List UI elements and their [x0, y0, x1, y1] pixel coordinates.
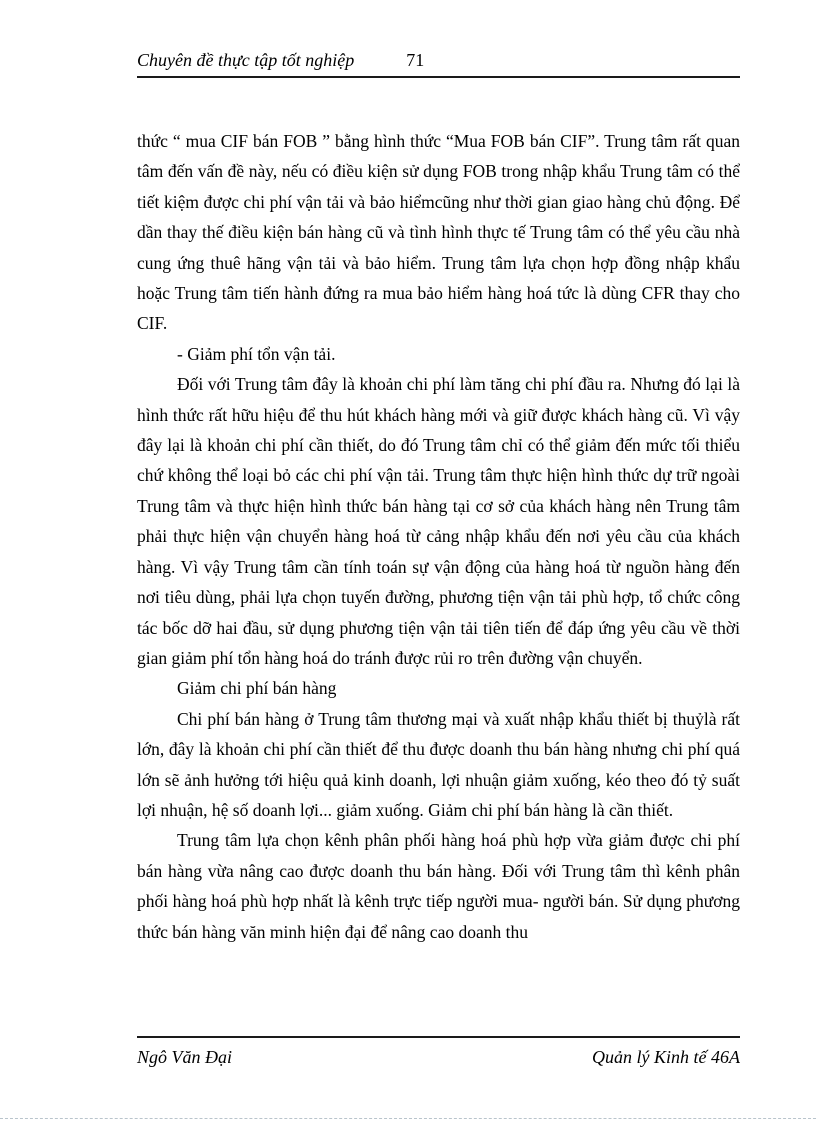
paragraph: thức “ mua CIF bán FOB ” bằng hình thức “Mua FOB bán CIF”. Trung tâm rất quan tâm đến vấn đề này, nếu có điều kiện sử dụng FOB trong nhập khẩu Trung tâm có thể tiết kiệm được chi phí vận tải và bảo hiểmcũng như thời gian giao hàng chủ động. Để dần thay thế điều kiện bán hàng cũ và tình hình thực tế Trung tâm có thể yêu cầu nhà cung ứng thuê hãng vận tải và bảo hiểm. Trung tâm lựa chọn hợp đồng nhập khẩu hoặc Trung tâm tiến hành đứng ra mua bảo hiểm hàng hoá tức là dùng CFR thay cho CIF. [137, 131, 740, 334]
paragraph: - Giảm phí tổn vận tải. [177, 343, 336, 364]
footer-author: Ngô Văn Đại [137, 1047, 233, 1067]
page-header [137, 50, 740, 78]
page-footer [137, 1036, 740, 1068]
document-body [137, 126, 740, 947]
page-number: 71 [406, 50, 425, 70]
footer-class: Quản lý Kinh tế 46A [592, 1047, 740, 1067]
paragraph: Trung tâm lựa chọn kênh phân phối hàng hoá phù hợp vừa giảm được chi phí bán hàng vừa nâng cao được doanh thu bán hàng. Đối với Trung tâm thì kênh phân phối hàng hoá phù hợp nhất là kênh trực tiếp người mua- người bán. Sử dụng phương thức bán hàng văn minh hiện đại để nâng cao doanh thu [137, 830, 740, 942]
header-title: Chuyên đề thực tập tốt nghiệp [137, 50, 355, 70]
paragraph: Chi phí bán hàng ở Trung tâm thương mại và xuất nhập khẩu thiết bị thuỷlà rất lớn, đây là khoản chi phí cần thiết để thu được doanh thu bán hàng nhưng chi phí quá lớn sẽ ảnh hưởng tới hiệu quả kinh doanh, lợi nhuận giảm xuống, kéo theo đó tỷ suất lợi nhuận, hệ số doanh lợi... giảm xuống. Giảm chi phí bán hàng là cần thiết. [137, 708, 740, 820]
paragraph: Giảm chi phí bán hàng [177, 678, 337, 699]
paragraph: Đối với Trung tâm đây là khoản chi phí làm tăng chi phí đầu ra. Nhưng đó lại là hình thức rất hữu hiệu để thu hút khách hàng mới và giữ được khách hàng cũ. Vì vậy đây lại là khoản chi phí cần thiết, do đó Trung tâm chỉ có thể giảm đến mức tối thiểu chứ không thể loại bỏ các chi phí vận tải. Trung tâm thực hiện hình thức dự trữ ngoài Trung tâm và thực hiện hình thức bán hàng tại cơ sở của khách hàng nên Trung tâm phải thực hiện vận chuyển hàng hoá từ cảng nhập khẩu đến nơi yêu cầu của khách hàng. Vì vậy Trung tâm cần tính toán sự vận động của hàng hoá từ nguồn hàng đến nơi tiêu dùng, phải lựa chọn tuyến đường, phương tiện vận tải phù hợp, tổ chức công tác bốc dỡ hai đầu, sử dụng phương tiện vận tải tiên tiến để đáp ứng yêu cầu về thời gian giảm phí tổn hàng hoá do tránh được rủi ro trên đường vận chuyển. [137, 374, 740, 668]
page-edge-divider [0, 1118, 816, 1119]
